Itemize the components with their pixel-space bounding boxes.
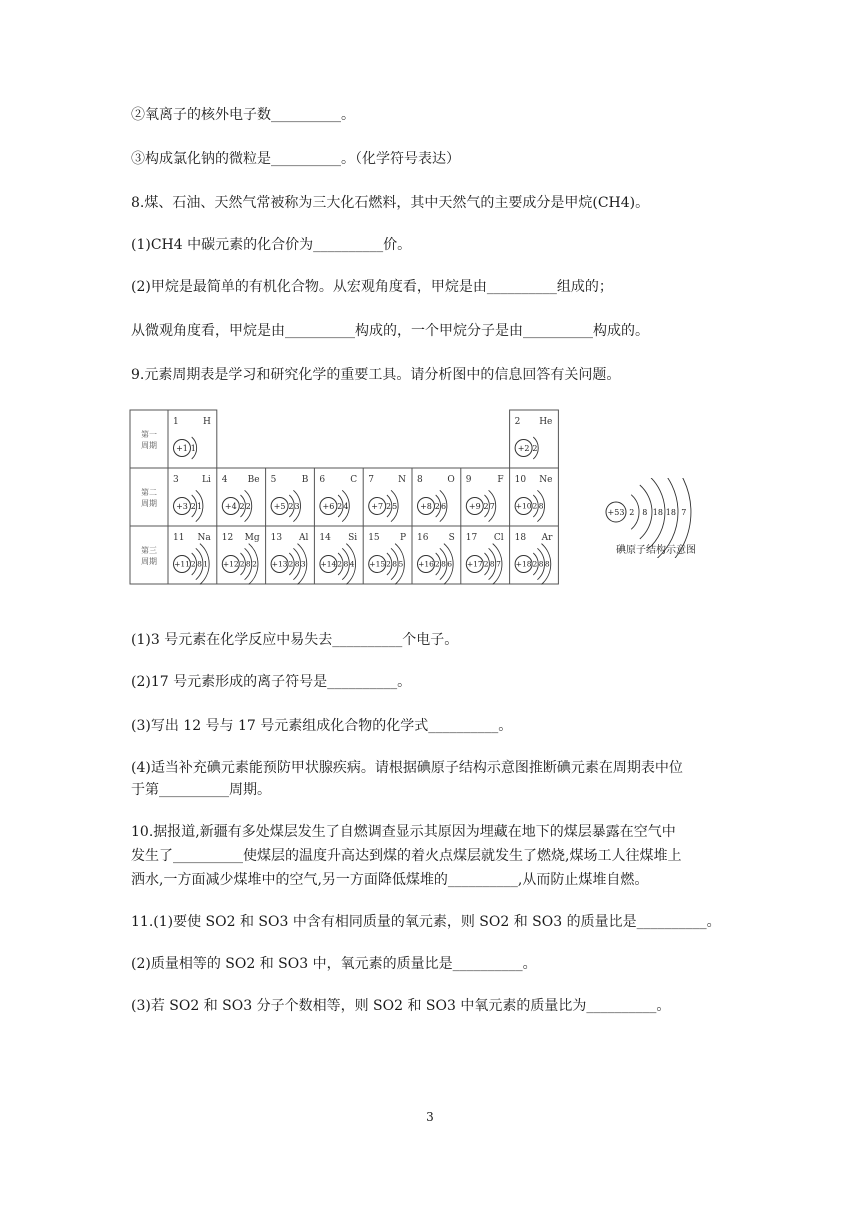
l13: 11.(1)要使 SO2 和 SO3 中含有相同质量的氧元素，则 SO2 和 SO3 的质量比是__________。 — [131, 914, 721, 930]
l3: 8.煤、石油、天然气常被称为三大化石燃料，其中天然气的主要成分是甲烷(CH4)。 — [131, 195, 650, 211]
nucleus-charge: +6 — [322, 501, 335, 511]
shell-electron-count: 2 — [483, 559, 489, 569]
atomic-number: 3 — [173, 475, 179, 485]
shell-electron-count: 1 — [196, 501, 203, 511]
shell-electron-count: 2 — [337, 559, 343, 569]
element-cell-H — [173, 417, 211, 459]
atomic-number: 13 — [270, 533, 283, 543]
shell-electron-count: 8 — [441, 559, 446, 569]
nucleus-charge: +10 — [515, 501, 532, 511]
element-symbol: Al — [299, 533, 309, 543]
element-cell-C — [319, 475, 357, 522]
atomic-number: 6 — [319, 475, 326, 485]
atomic-number: 18 — [514, 533, 527, 543]
shell-electron-count: 2 — [288, 501, 294, 511]
period-label: 第三周期 — [141, 546, 157, 566]
element-symbol: Be — [247, 475, 260, 485]
shell-electron-count: 2 — [288, 559, 294, 569]
element-cell-N — [368, 475, 406, 522]
atomic-number: 10 — [514, 475, 527, 485]
shell-electron-count: 8 — [294, 559, 300, 569]
element-cell-Be — [222, 475, 260, 522]
nucleus-charge: +5 — [273, 501, 286, 511]
periodic-table — [129, 408, 574, 590]
nucleus-charge: +16 — [418, 559, 434, 569]
shell-electron-count: 5 — [392, 501, 398, 511]
shell-electron-count: 8 — [538, 501, 544, 511]
element-cell-Ar — [515, 533, 553, 584]
nucleus-charge: +9 — [468, 501, 481, 511]
l5: (2)甲烷是最简单的有机化合物。从宏观角度看，甲烷是由__________组成的； — [131, 279, 613, 295]
element-symbol: Li — [201, 475, 211, 485]
l10: (3)写出 12 号与 17 号元素组成化合物的化学式__________。 — [131, 718, 513, 734]
shell-electron-count: 3 — [294, 501, 300, 511]
element-cell-F — [466, 475, 504, 522]
atomic-number: 9 — [465, 475, 472, 485]
shell-electron-count: 1 — [203, 559, 209, 569]
element-symbol: O — [447, 475, 455, 485]
nucleus-charge: +2 — [517, 443, 530, 453]
l8: (1)3 号元素在化学反应中易失去__________个电子。 — [131, 632, 459, 648]
period-label: 第一周期 — [141, 430, 157, 450]
shell-electron-count: 2 — [190, 559, 196, 569]
iodine-structure-diagram — [604, 478, 714, 558]
l7: 9.元素周期表是学习和研究化学的重要工具。请分析图中的信息回答有关问题。 — [131, 367, 621, 383]
shell-electron-count: 8 — [544, 559, 550, 569]
element-cell-Mg — [222, 533, 260, 584]
l1: ②氧离子的核外电子数__________。 — [131, 107, 355, 123]
atomic-number: 11 — [173, 533, 185, 543]
nucleus-charge: +7 — [371, 501, 384, 511]
nucleus-charge: +4 — [224, 501, 237, 511]
nucleus-charge: +18 — [515, 559, 532, 569]
shell-electron-count: 2 — [532, 501, 538, 511]
element-symbol: S — [448, 533, 455, 543]
element-cell-O — [417, 475, 455, 522]
l11b: 于第__________周期。 — [131, 782, 271, 798]
shell-electron-count: 3 — [300, 559, 306, 569]
atomic-number: 4 — [221, 475, 228, 485]
shell-electron-count: 2 — [337, 501, 343, 511]
shell-electron-count: 2 — [629, 507, 635, 517]
element-symbol: He — [539, 417, 553, 427]
iodine-caption: 碘原子结构示意图 — [616, 545, 696, 556]
atomic-number: 8 — [417, 475, 423, 485]
element-cell-Si — [319, 533, 357, 584]
shell-electron-count: 8 — [343, 559, 349, 569]
atomic-number: 16 — [417, 533, 429, 543]
nucleus-charge: +53 — [607, 507, 625, 517]
atomic-number: 7 — [368, 475, 374, 485]
element-cell-B — [271, 475, 309, 522]
shell-electron-count: 8 — [538, 559, 544, 569]
nucleus-charge: +17 — [466, 559, 483, 569]
element-symbol: Cl — [493, 533, 504, 543]
shell-electron-count: 7 — [681, 507, 687, 517]
element-cell-Al — [271, 533, 309, 584]
shell-electron-count: 2 — [385, 501, 392, 511]
shell-electron-count: 2 — [532, 443, 538, 453]
atomic-number: 14 — [319, 533, 331, 543]
element-symbol: Mg — [244, 533, 260, 543]
shell-electron-count: 6 — [447, 559, 453, 569]
nucleus-charge: +13 — [271, 559, 288, 569]
nucleus-charge: +1 — [176, 443, 188, 453]
element-cell-Cl — [466, 533, 504, 584]
element-cell-He — [515, 417, 553, 459]
shell-electron-count: 2 — [532, 559, 538, 569]
shell-electron-count: 6 — [440, 501, 447, 511]
atomic-number: 17 — [465, 533, 478, 543]
nucleus-charge: +12 — [222, 559, 239, 569]
nucleus-charge: +15 — [369, 559, 386, 569]
nucleus-charge: +3 — [176, 501, 188, 511]
l9: (2)17 号元素形成的离子符号是__________。 — [131, 674, 412, 690]
shell-electron-count: 2 — [239, 559, 245, 569]
shell-electron-count: 4 — [349, 559, 355, 569]
shell-electron-count: 2 — [434, 559, 440, 569]
atomic-number: 2 — [514, 417, 521, 427]
l12b: 发生了__________使煤层的温度升高达到煤的着火点煤层就发生了燃烧,煤场工人往煤堆上 — [131, 848, 682, 864]
shell-electron-count: 2 — [434, 501, 440, 511]
shell-electron-count: 5 — [398, 559, 404, 569]
page-number: 3 — [426, 1110, 434, 1124]
atomic-number: 12 — [221, 533, 234, 543]
shell-electron-count: 2 — [483, 501, 489, 511]
element-cell-S — [417, 533, 455, 584]
shell-electron-count: 8 — [392, 559, 398, 569]
element-symbol: P — [399, 533, 406, 543]
shell-electron-count: 2 — [386, 559, 391, 569]
shell-electron-count: 1 — [190, 443, 196, 453]
l12a: 10.据报道,新疆有多处煤层发生了自燃调查显示其原因为埋藏在地下的煤层暴露在空气中 — [131, 824, 676, 840]
shell-electron-count: 2 — [239, 501, 245, 511]
shell-electron-count: 8 — [642, 507, 648, 517]
l4: (1)CH4 中碳元素的化合价为__________价。 — [131, 237, 412, 253]
element-symbol: H — [202, 417, 211, 427]
element-symbol: C — [350, 475, 358, 485]
shell-electron-count: 8 — [489, 559, 495, 569]
l14: (2)质量相等的 SO2 和 SO3 中，氧元素的质量比是__________。 — [131, 956, 537, 972]
element-symbol: Na — [197, 533, 211, 543]
nucleus-charge: +11 — [174, 559, 190, 569]
shell-electron-count: 4 — [343, 501, 349, 511]
element-cell-P — [368, 533, 406, 584]
element-symbol: Si — [348, 533, 358, 543]
nucleus-charge: +14 — [320, 559, 337, 569]
shell-electron-count: 7 — [496, 559, 501, 569]
l15: (3)若 SO2 和 SO3 分子个数相等，则 SO2 和 SO3 中氧元素的质量比为__________。 — [131, 998, 671, 1014]
l12c: 洒水,一方面减少煤堆中的空气,另一方面降低煤堆的__________,从而防止煤堆自燃。 — [131, 872, 649, 888]
l11a: (4)适当补充碘元素能预防甲状腺疾病。请根据碘原子结构示意图推断碘元素在周期表中位 — [131, 760, 683, 776]
period-label: 第二周期 — [141, 488, 157, 508]
element-symbol: Ne — [539, 475, 553, 485]
shell-electron-count: 2 — [190, 501, 196, 511]
element-cell-Li — [173, 475, 211, 522]
shell-electron-count: 18 — [652, 507, 663, 517]
element-symbol: N — [398, 475, 406, 485]
shell-electron-count: 2 — [245, 501, 251, 511]
element-symbol: F — [497, 475, 504, 485]
element-cell-Na — [173, 533, 211, 584]
shell-electron-count: 8 — [197, 559, 202, 569]
element-symbol: Ar — [541, 533, 553, 543]
shell-electron-count: 18 — [665, 507, 676, 517]
shell-electron-count: 2 — [252, 559, 257, 569]
l2: ③构成氯化钠的微粒是__________。（化学符号表达） — [131, 151, 460, 167]
shell-electron-count: 8 — [245, 559, 251, 569]
element-cell-Ne — [515, 475, 553, 522]
nucleus-charge: +8 — [420, 501, 432, 511]
atomic-number: 15 — [368, 533, 380, 543]
element-symbol: B — [301, 475, 309, 485]
shell-electron-count: 7 — [489, 501, 495, 511]
atomic-number: 5 — [270, 475, 277, 485]
l6: 从微观角度看，甲烷是由__________构成的，一个甲烷分子是由__________构成的。 — [131, 323, 649, 339]
atomic-number: 1 — [173, 417, 179, 427]
